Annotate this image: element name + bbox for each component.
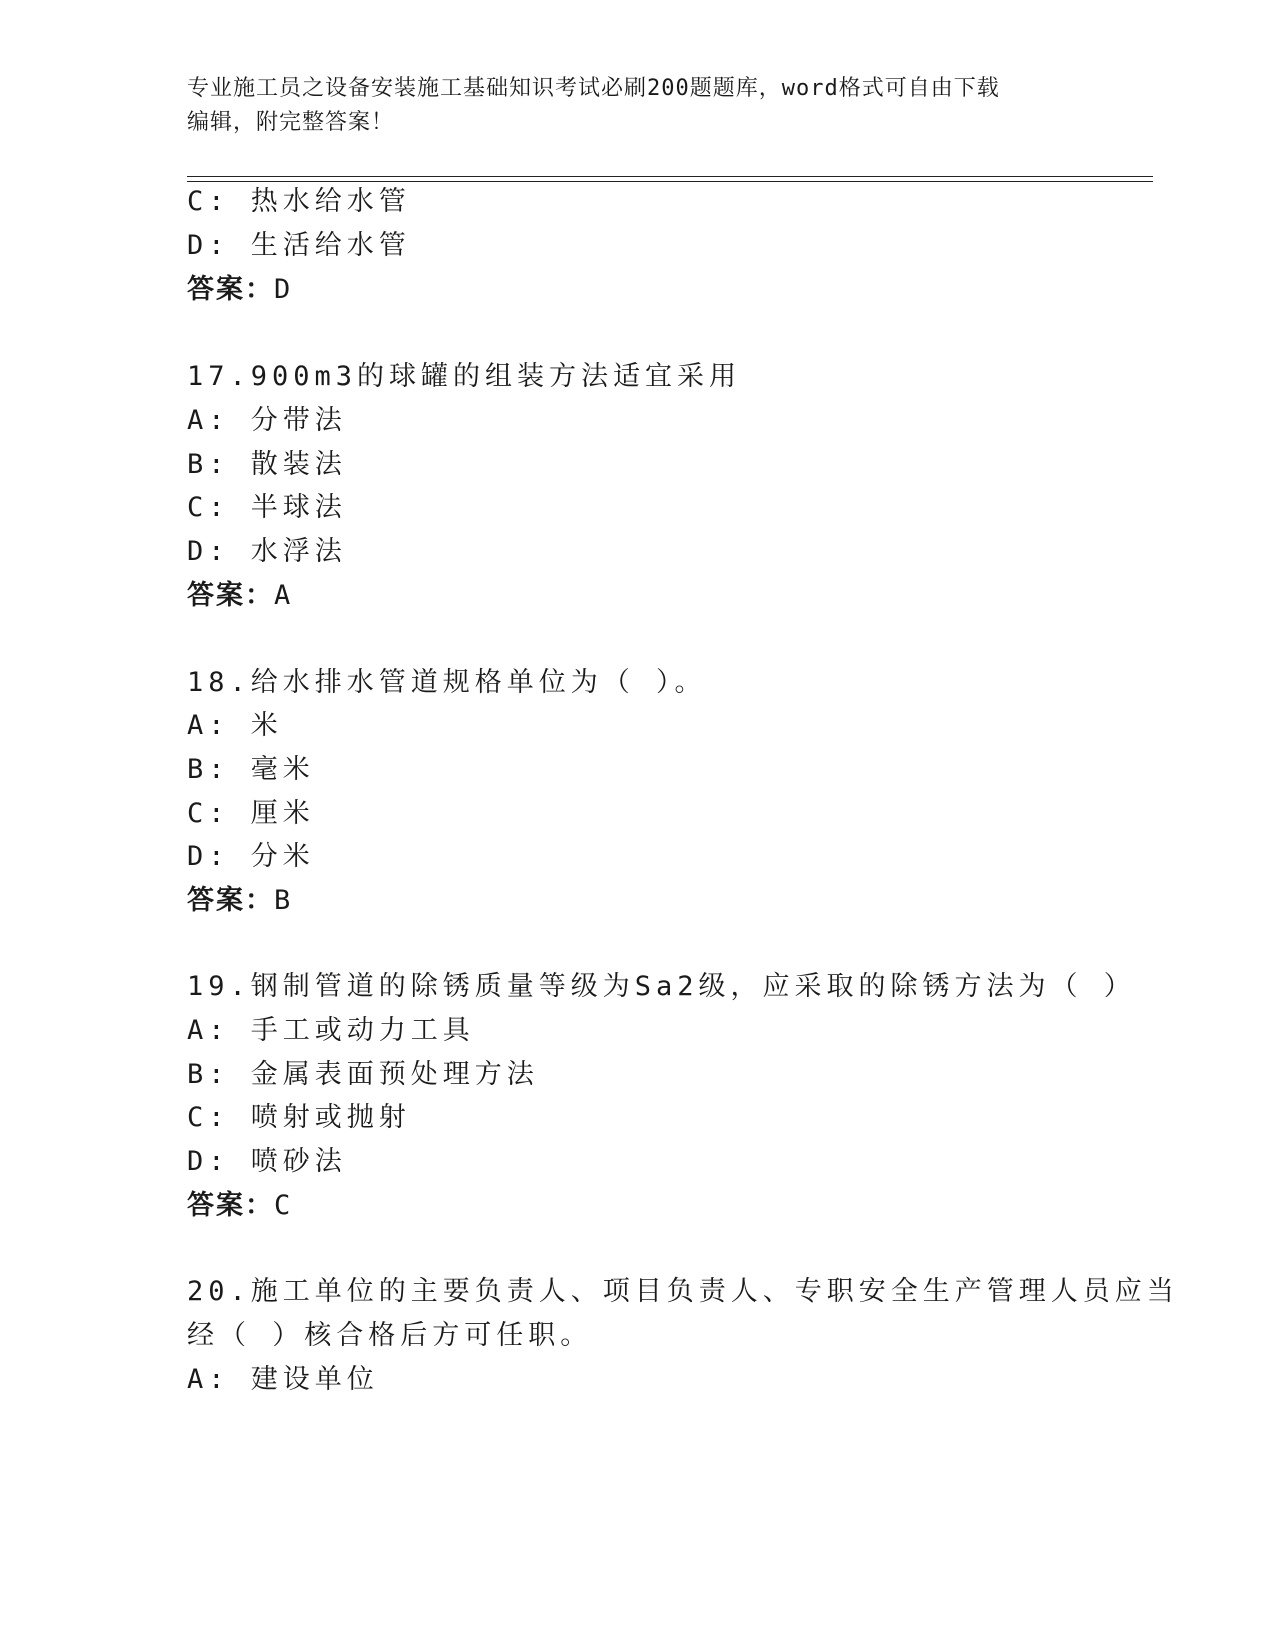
question-17-stem: 17.900m3的球罐的组装方法适宜采用 <box>187 361 742 392</box>
option-c: C: 热水给水管 <box>187 186 411 217</box>
header-line-2: 编辑，附完整答案！ <box>187 110 395 135</box>
option-a: A: 米 <box>187 710 283 741</box>
option-c: C: 厘米 <box>187 798 315 829</box>
option-b: B: 毫米 <box>187 754 315 785</box>
answer-line: 答案：D <box>187 274 293 305</box>
option-b: B: 金属表面预处理方法 <box>187 1059 539 1090</box>
option-c: C: 喷射或抛射 <box>187 1102 411 1133</box>
header-divider-bottom <box>187 181 1153 182</box>
option-c: C: 半球法 <box>187 492 347 523</box>
option-d: D: 水浮法 <box>187 536 347 567</box>
header-divider-top <box>187 176 1153 177</box>
option-b: B: 散装法 <box>187 449 347 480</box>
option-a: A: 建设单位 <box>187 1364 379 1395</box>
answer-line: 答案：B <box>187 885 293 916</box>
question-18-stem: 18.给水排水管道规格单位为（ ）。 <box>187 667 707 698</box>
header-line-1: 专业施工员之设备安装施工基础知识考试必刷200题题库，word格式可自由下载 <box>187 76 1000 101</box>
question-19-stem: 19.钢制管道的除锈质量等级为Sa2级，应采取的除锈方法为（ ） <box>187 971 1136 1002</box>
document-header <box>187 72 1087 140</box>
option-a: A: 分带法 <box>187 405 347 436</box>
answer-line: 答案：A <box>187 580 293 611</box>
option-d: D: 分米 <box>187 841 315 872</box>
answer-line: 答案：C <box>187 1190 293 1221</box>
question-20-stem-line-1: 20.施工单位的主要负责人、项目负责人、专职安全生产管理人员应当 <box>187 1276 1179 1307</box>
question-20-stem-line-2: 经（ ）核合格后方可任职。 <box>187 1320 593 1351</box>
option-d: D: 生活给水管 <box>187 230 411 261</box>
option-a: A: 手工或动力工具 <box>187 1015 475 1046</box>
option-d: D: 喷砂法 <box>187 1146 347 1177</box>
